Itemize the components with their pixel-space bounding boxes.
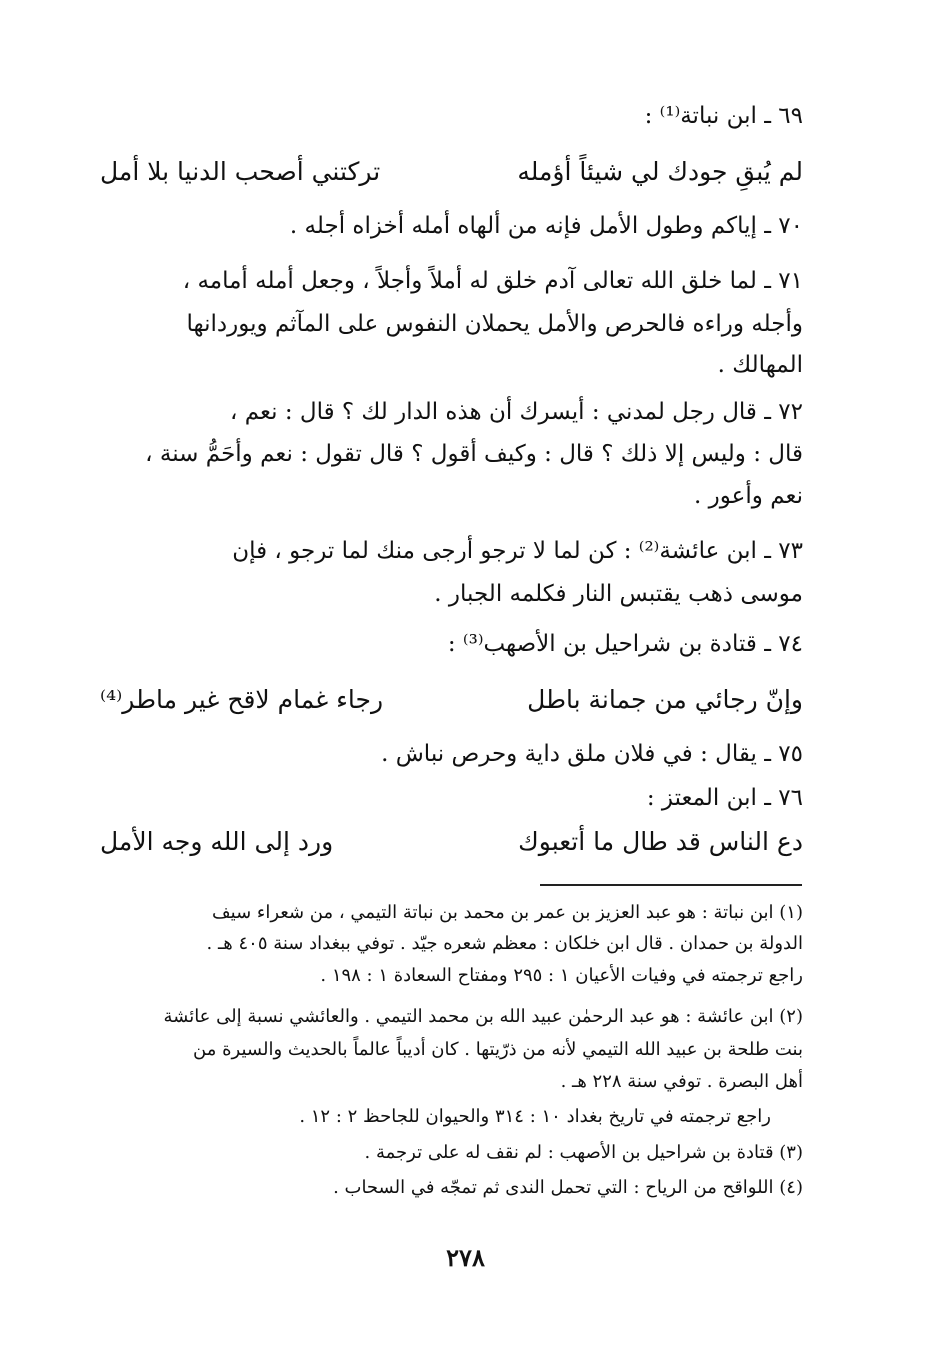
- entry-75: ٧٥ ـ يقال : في فلان ملق داية وحرص نباش .: [381, 741, 803, 767]
- footnote-1-line-1: (١) ابن نباتة : هو عبد العزيز بن عمر بن محمد بن نباتة التيمي ، من شعراء سيف: [212, 902, 803, 923]
- footnote-4: (٤) اللواقح من الرياح : التي تحمل الندى ثم تمجّه في السحاب .: [333, 1177, 803, 1198]
- entry-71-line-2: وأجله وراءه فالحرص والأمل يحملان النفوس على المآثم ويوردانها: [186, 311, 803, 337]
- verse-74-first-hemistich: وإنّ رجائي من جمانة باطل: [527, 685, 803, 714]
- entry-72-line-2: قال : وليس إلا ذلك ؟ قال : وكيف أقول ؟ قال تقول : نعم وأحَمُّ سنة ،: [145, 441, 803, 467]
- entry-71-line-3: المهالك .: [717, 352, 803, 378]
- verse-74-second-hemistich: رجاء غمام لاقح غير ماطر⁽⁴⁾: [100, 685, 384, 714]
- footnote-2-line-2: بنت طلحة بن عبيد الله التيمي لأنه من ذرّيتها . كان أديباً عالماً بالحديث والسيرة من: [193, 1039, 803, 1060]
- verse-76-first-hemistich: دع الناس قد طال ما أتعبوك: [518, 827, 803, 856]
- verse-69-first-hemistich: لم يُبقِ جودك لي شيئاً أؤمله: [517, 157, 803, 186]
- entry-71-line-1: ٧١ ـ لما خلق الله تعالى آدم خلق له أملاً وأجلاً ، وجعل أمله أمامه ،: [182, 268, 803, 294]
- entry-74-heading: ٧٤ ـ قتادة بن شراحيل بن الأصهب⁽³⁾ :: [447, 631, 803, 657]
- footnote-divider: [540, 884, 802, 886]
- entry-73-line-2: موسى ذهب يقتبس النار فكلمه الجبار .: [434, 581, 803, 607]
- entry-72-line-3: نعم وأعور .: [694, 483, 803, 509]
- entry-70: ٧٠ ـ إياكم وطول الأمل فإنه من ألهاه أمله أخزاه أجله .: [289, 213, 803, 239]
- footnote-2-line-1: (٢) ابن عائشة : هو عبد الرحمٰن عبيد الله بن محمد التيمي . والعائشي نسبة إلى عائشة: [163, 1006, 803, 1027]
- verse-76-second-hemistich: ورد إلى الله وجه الأمل: [100, 827, 334, 856]
- entry-73-line-1: ٧٣ ـ ابن عائشة⁽²⁾ : كن لما لا ترجو أرجى منك لما ترجو ، فإن: [232, 538, 803, 564]
- footnote-1-line-3: راجع ترجمته في وفيات الأعيان ١ : ٢٩٥ ومفتاح السعادة ١ : ١٩٨ .: [320, 965, 803, 986]
- footnote-2-line-4: راجع ترجمته في تاريخ بغداد ١٠ : ٣١٤ والحيوان للجاحظ ٢ : ١٢ .: [299, 1106, 771, 1127]
- entry-72-line-1: ٧٢ ـ قال رجل لمدني : أيسرك أن هذه الدار لك ؟ قال : نعم ،: [229, 399, 803, 425]
- entry-69-heading: ٦٩ ـ ابن نباتة⁽¹⁾ :: [644, 103, 803, 129]
- entry-76-heading: ٧٦ ـ ابن المعتز :: [646, 785, 803, 811]
- verse-69-second-hemistich: تركتني أصحب الدنيا بلا أمل: [100, 157, 381, 186]
- footnote-1-line-2: الدولة بن حمدان . قال ابن خلكان : معظم شعره جيّد . توفي ببغداد سنة ٤٠٥ هـ .: [206, 933, 803, 954]
- footnote-3: (٣) قتادة بن شراحيل بن الأصهب : لم نقف له على ترجمة .: [364, 1142, 803, 1163]
- page-number: ٢٧٨: [446, 1243, 485, 1272]
- footnote-2-line-3: أهل البصرة . توفي سنة ٢٢٨ هـ .: [560, 1071, 803, 1092]
